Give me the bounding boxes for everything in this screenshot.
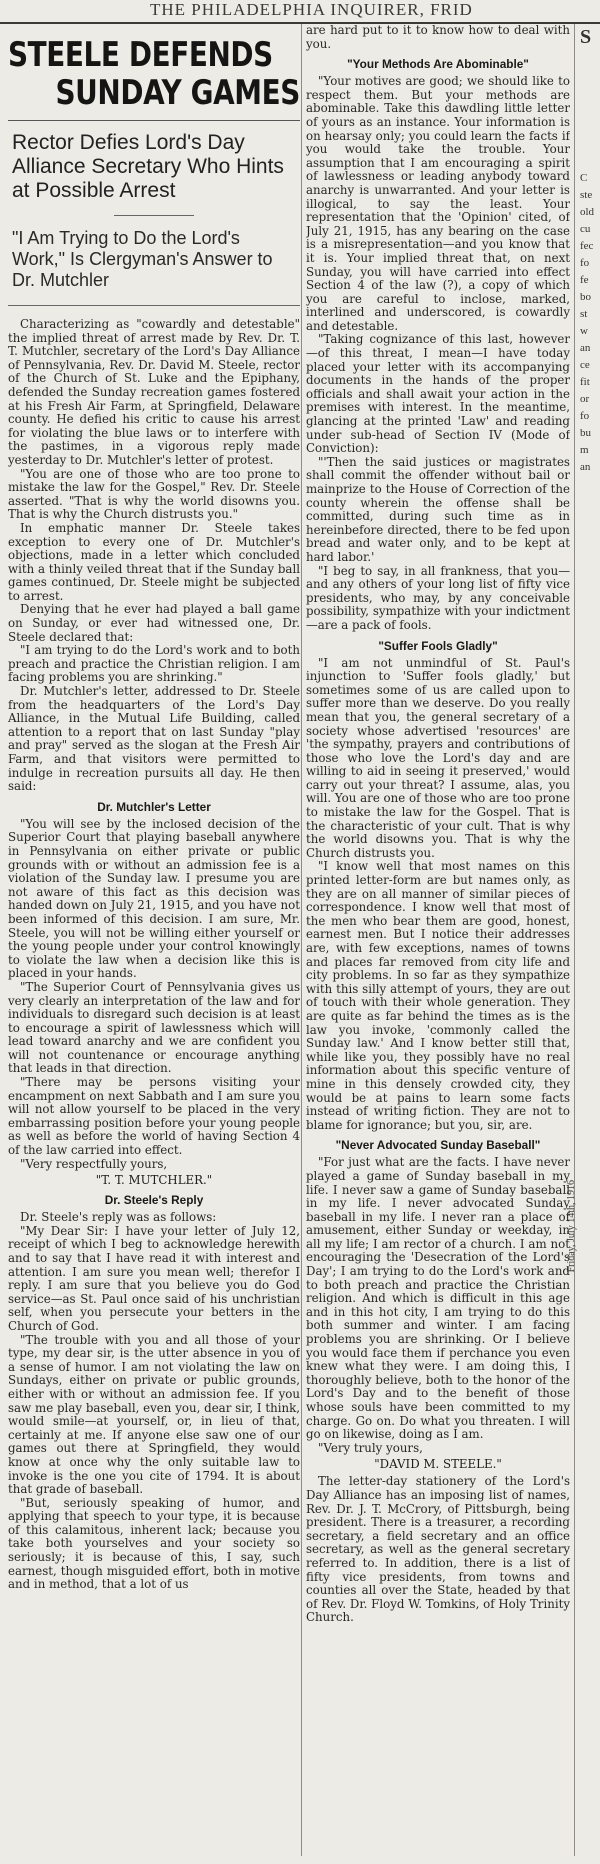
strip-fragment: C bbox=[580, 172, 588, 184]
adjacent-column-fragment bbox=[580, 24, 600, 1864]
strip-fragment: fo bbox=[580, 257, 590, 269]
strip-fragment: cu bbox=[580, 223, 591, 235]
subheading-suffer-fools: "Suffer Fools Gladly" bbox=[378, 638, 498, 653]
paragraph: "I know well that most names on this printed letter-form are but names only, as they are on all manner of similar pieces of correspondence. I know well that most of the men who bear them are good, honest, earnest men. But I notice their addresses are, with few exceptions, names of towns and places far removed from city life and city problems. In so far as they sympathize with this silly attempt of yours, they are out of touch with their whole generation. They are quite as far behind the times as is the law you invoke, 'commonly called the Sunday law.' And I know better still that, while like you, they possibly have no real information about this specific venture of mine in this densely crowded city, they would be at pains to learn some facts instead of writing fiction. They are not to blame for ignorance; but you, sir, are. bbox=[306, 859, 570, 1132]
strip-fragment: st bbox=[580, 308, 588, 320]
headline-line-2: SUNDAY GAMES bbox=[55, 73, 300, 113]
deck-rule bbox=[114, 215, 194, 216]
paragraph: "My Dear Sir: I have your letter of July 12, receipt of which I beg to acknowledge herewith and to say that I have read it with interest and attention. I am sure you mean well; therefor I reply. I am sure that you believe you do God service—as St. Paul once said of his unchristian self, when you persecute your betters in the Church of God. bbox=[8, 1223, 300, 1333]
strip-fragment: ste bbox=[580, 189, 593, 201]
paragraph: The letter-day stationery of the Lord's Day Alliance has an imposing list of names, Rev. Dr. J. T. McCrory, of Pittsburgh, being president. There is a treasurer, a recording secretary, a field secretary and an office secretary, as well as the general secretary referred to. In addition, there is a list of fifty vice presidents, from towns and counties all over the State, headed by that of Rev. Dr. Floyd W. Tomkins, of Holy Trinity Church. bbox=[306, 1474, 570, 1625]
paragraph: "You will see by the inclosed decision of the Superior Court that playing baseball anywhere in Pennsylvania on either private or public grounds with or without an admission fee is a violation of the Sunday law. I presume you are not aware of this fact as this decision was handed down on July 21, 1915, and you have not been informed of this decision. I am sure, Mr. Steele, you will not be willing either yourself or the young people under your control knowingly to violate the law when a decision like this is placed in your hands. bbox=[8, 816, 300, 981]
subheading-steele-reply: Dr. Steele's Reply bbox=[104, 1193, 204, 1208]
paragraph: "You are one of those who are too prone to mistake the law for the Gospel," Rev. Dr. Steele asserted. "That is why the world disowns you. That is why the Church distrusts you." bbox=[8, 466, 300, 522]
strip-fragment: bu bbox=[580, 427, 591, 439]
paragraph: "Taking cognizance of this last, however—of this threat, I mean—I have today placed your letter with its accompanying documents in the hands of the proper officials and shall await your action in the premises with interest. In the meantime, glancing at the printed 'Law' and reading under sub-head of Section IV (Mode of Conviction): bbox=[306, 332, 570, 456]
deck-secondary: "I Am Trying to Do the Lord's Work," Is Clergyman's Answer to Dr. Mutchler bbox=[12, 228, 273, 290]
deck-primary: Rector Defies Lord's Day Alliance Secretary Who Hints at Possible Arrest bbox=[12, 131, 284, 202]
masthead: THE PHILADELPHIA INQUIRER, FRID bbox=[150, 0, 473, 19]
strip-fragment: an bbox=[580, 342, 591, 354]
strip-heading: S bbox=[580, 26, 592, 48]
paragraph: "Your motives are good; we should like to respect them. But your methods are abominable. Take this dawdling little letter of yours as an instance. Your information is on hearsay only; you could learn the facts if you would take the trouble. Your assumption that I am encouraging a spirit of lawlessness or leading anybody toward anarchy is unwarranted. And your letter is illogical, to say the least. Your representation that the 'Opinion' cited, of July 21, 1915, has any bearing on the case is a misrepresentation—and you know that it is. Your implied threat that, on next Sunday, you will have carried into effect Section 4 of the law (?), a copy of which you are careful to inclose, marked, interlined and underscored, is cowardly and detestable. bbox=[306, 74, 570, 333]
paragraph: "The Superior Court of Pennsylvania gives us very clearly an interpretation of the law and for individuals to disregard such decision is at least to encourage a spirit of lawlessness which will lead toward anarchy and we are confident you will not countenance or encourage anything that leads in that direction. bbox=[8, 979, 300, 1076]
dateline: Friday, July 14th, 1916 bbox=[566, 1180, 577, 1273]
headline bbox=[8, 36, 300, 112]
article-column-2 bbox=[306, 24, 570, 1856]
paragraph: "'Then the said justices or magistrates shall commit the offender without bail or mainprize to the House of Correction of the county wherein the offense shall be committed, during such time as in hereinbefore directed, there to be fed upon bread and water only, and to be kept at hard labor.' bbox=[306, 454, 570, 564]
paragraph: "There may be persons visiting your encampment on next Sabbath and I am sure you will not allow yourself to be placed in the very embarrassing position before your young people as well as before the world of having Section 4 of the law carried into effect. bbox=[8, 1075, 300, 1158]
paragraph: "I am not unmindful of St. Paul's injunction to 'Suffer fools gladly,' but sometimes some of us are called upon to suffer more than we deserve. Do you really mean that you, the general secretary of a society whose advertised 'resources' are 'the sympathy, prayers and contributions of those who love the Lord's day and are willing to aid in seeing it preserved,' would carry out your threat? I assume, alas, you will. You are one of those who are too prone to mistake the law for the Gospel. That is the characteristic of your cult. That is why the world disowns you. That is why the Church distrusts you. bbox=[306, 655, 570, 860]
strip-fragment: m bbox=[580, 444, 589, 456]
strip-fragment: fo bbox=[580, 410, 590, 422]
paragraph: Characterizing as "cowardly and detestable" the implied threat of arrest made by Rev. Dr. T. T. Mutchler, secretary of the Lord's Day Alliance of Pennsylvania, Rev. Dr. David M. Steele, rector of the Church of St. Luke and the Epiphany, defended the Sunday recreation games fostered at his Fresh Air Farm, at Springfield, Delaware county. He defied his critic to cause his arrest for violating the blue laws or to interfere with the pastimes, in a vigorous reply made yesterday to Dr. Mutchler's letter of protest. bbox=[8, 317, 300, 467]
paragraph: "Very truly yours, bbox=[318, 1440, 423, 1455]
signature-mutchler: "T. T. MUTCHLER." bbox=[95, 1173, 213, 1188]
subheading-abominable: "Your Methods Are Abominable" bbox=[347, 57, 529, 72]
strip-fragment: an bbox=[580, 461, 591, 473]
strip-fragment: ce bbox=[580, 359, 590, 371]
subheading-never-advocated: "Never Advocated Sunday Baseball" bbox=[335, 1138, 541, 1153]
paragraph: Dr. Mutchler's letter, addressed to Dr. Steele from the headquarters of the Lord's Day Alliance, in the Mutual Life Building, called attention to a report that on last Sunday "play and pray" served as the slogan at the Fresh Air Farm, and that visitors were permitted to indulge in recreation pursuits all day. He then said: bbox=[8, 684, 300, 794]
strip-fragment: old bbox=[580, 206, 595, 218]
signature-steele: "DAVID M. STEELE." bbox=[374, 1457, 502, 1472]
paragraph: "For just what are the facts. I have never played a game of Sunday baseball in my life. I never saw a game of Sunday baseball in my life. I never advocated Sunday baseball in my life. I never ran a place of amusement, either Sunday or weekday, in all my life; I am rector of a church. I am not encouraging the 'Desecration of the Lord's Day'; I am trying to do the Lord's work and to both preach and practice the Christian religion. And which is difficult in this age and in this hot city, I am trying to do this both summer and winter. I am facing problems you are shrinking. Or I believe you would face them if perchance you even knew what they were. I am doing this, I thoroughly believe, both to the honor of the Lord's Day and to the benefit of those whose souls have been committed to my charge. Go on. Do what you threaten. I will go on likewise, doing as I am. bbox=[306, 1155, 570, 1442]
paragraph: Denying that he ever had played a ball game on Sunday, or ever had witnessed one, Dr. Steele declared that: bbox=[8, 602, 300, 644]
headline-rule bbox=[8, 120, 300, 121]
strip-fragment: or bbox=[580, 393, 590, 405]
strip-fragment: fec bbox=[580, 240, 594, 252]
paragraph: "Very respectfully yours, bbox=[20, 1156, 168, 1171]
headline-line-1: STEELE DEFENDS bbox=[8, 36, 273, 75]
paragraph: "The trouble with you and all those of your type, my dear sir, is the utter absence in you of a sense of humor. I am not violating the law on Sundays, either on private or public grounds, either with or without an admission fee. If you saw me play baseball, even you, dear sir, I think, would smile—at yourself, or, in lieu of that, certainly at me. If anyone else saw one of our games out there at Springfield, they would know at once why the only suitable law to invoke is the one you cite of 1794. It is about that grade of baseball. bbox=[8, 1332, 300, 1497]
strip-fragment: w bbox=[580, 325, 588, 337]
article-column-1 bbox=[8, 36, 300, 1856]
strip-fragment: fe bbox=[580, 274, 589, 286]
paragraph: In emphatic manner Dr. Steele takes exception to every one of Dr. Mutchler's objections, made in a letter which concluded with a thinly veiled threat that if the Sunday ball games continued, Dr. Steele might be subjected to arrest. bbox=[8, 520, 300, 603]
paragraph: are hard put to it to know how to deal with you. bbox=[306, 24, 570, 51]
paragraph: "But, seriously speaking of humor, and applying that speech to your type, it is because of this calamitous, inherent lack; because you take both yourselves and your society so seriously; it is because of this, I say, such earnest, though misguided effort, both in motive and in method, that a lot of us bbox=[8, 1495, 300, 1592]
paragraph: Dr. Steele's reply was as follows: bbox=[20, 1210, 217, 1225]
paragraph: "I am trying to do the Lord's work and to both preach and practice the Christian religion. I am facing problems you are shrinking." bbox=[8, 643, 300, 685]
column-divider bbox=[301, 24, 302, 1856]
column-divider bbox=[574, 24, 575, 1856]
strip-fragment: bo bbox=[580, 291, 591, 303]
strip-fragment: fit bbox=[580, 376, 590, 388]
paragraph: "I beg to say, in all frankness, that you—and any others of your long list of fifty vice presidents, who may, by any conceivable possibility, sympathize with your indictment—are a pack of fools. bbox=[306, 563, 570, 632]
subheading-mutchler-letter: Dr. Mutchler's Letter bbox=[97, 799, 211, 814]
deck-rule bbox=[8, 305, 300, 306]
